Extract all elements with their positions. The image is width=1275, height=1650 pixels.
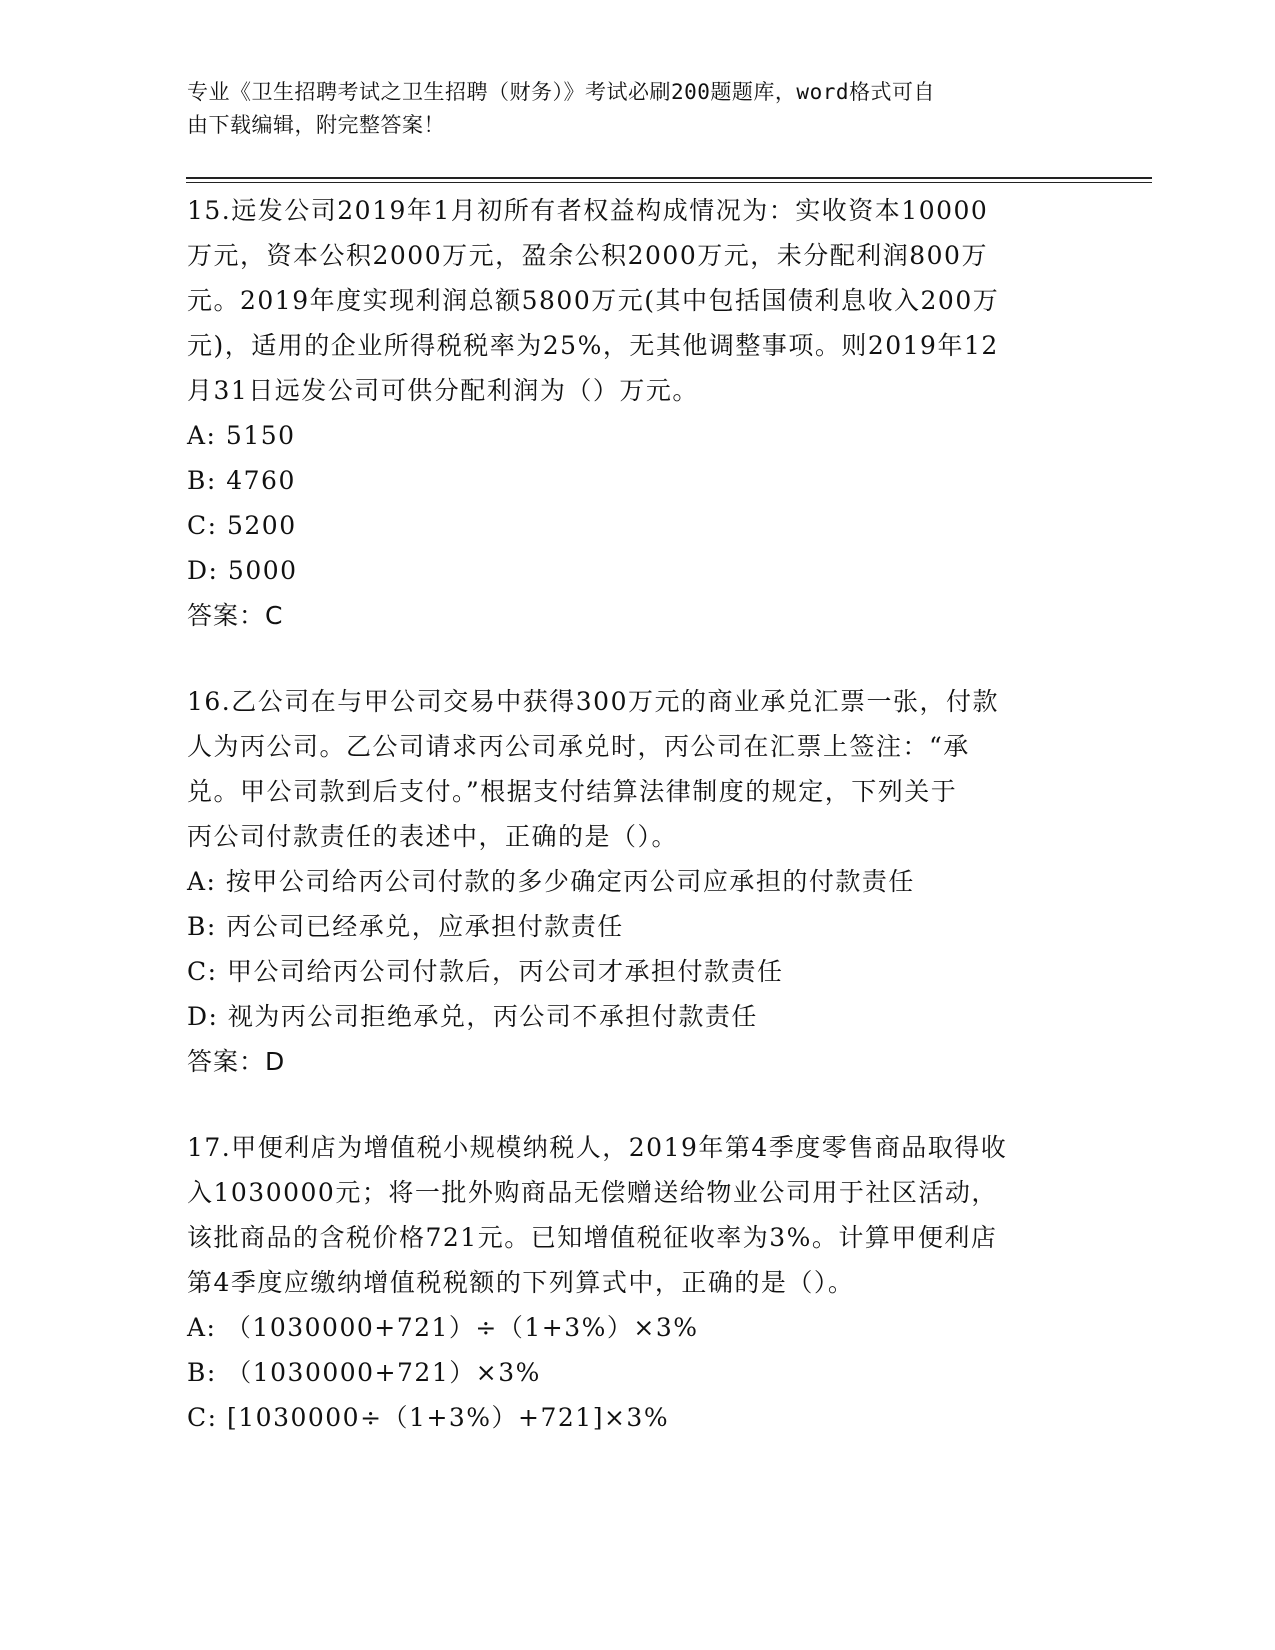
- question-stem-line: 第4季度应缴纳增值税税额的下列算式中，正确的是（）。: [187, 1268, 855, 1297]
- question-stem-line: 万元，资本公积2000万元，盈余公积2000万元，未分配利润800万: [187, 241, 988, 270]
- document-header: [187, 76, 1067, 142]
- question-16: [187, 679, 1077, 1084]
- question-stem-line: 15.远发公司2019年1月初所有者权益构成情况为：实收资本10000: [187, 196, 989, 225]
- option-b: B: 丙公司已经承兑，应承担付款责任: [187, 912, 624, 941]
- option-d: D: 视为丙公司拒绝承兑，丙公司不承担付款责任: [187, 1002, 758, 1031]
- option-c: C: [1030000÷（1+3%）+721]×3%: [187, 1403, 670, 1432]
- header-divider-thick: [186, 177, 1152, 179]
- question-list: [187, 188, 1077, 1481]
- question-stem-line: 兑。甲公司款到后支付。”根据支付结算法律制度的规定，下列关于: [187, 777, 958, 806]
- question-17: [187, 1125, 1077, 1440]
- header-line: 由下载编辑，附完整答案！: [187, 113, 445, 137]
- option-b: B: （1030000+721）×3%: [187, 1358, 541, 1387]
- question-stem-line: 元。2019年度实现利润总额5800万元(其中包括国债利息收入200万: [187, 286, 1000, 315]
- question-stem-line: 丙公司付款责任的表述中，正确的是（）。: [187, 822, 679, 851]
- answer-label: 答案：C: [187, 601, 284, 630]
- question-15: [187, 188, 1077, 638]
- question-stem-line: 16.乙公司在与甲公司交易中获得300万元的商业承兑汇票一张，付款: [187, 687, 999, 716]
- question-stem-line: 入1030000元；将一批外购商品无偿赠送给物业公司用于社区活动，: [187, 1178, 998, 1207]
- option-c: C: 甲公司给丙公司付款后，丙公司才承担付款责任: [187, 957, 784, 986]
- option-c: C: 5200: [187, 511, 297, 540]
- question-stem-line: 17.甲便利店为增值税小规模纳税人，2019年第4季度零售商品取得收: [187, 1133, 1008, 1162]
- question-stem-line: 元)，适用的企业所得税税率为25%，无其他调整事项。则2019年12: [187, 331, 999, 360]
- question-stem-line: 月31日远发公司可供分配利润为（）万元。: [187, 376, 699, 405]
- question-stem-line: 该批商品的含税价格721元。已知增值税征收率为3%。计算甲便利店: [187, 1223, 998, 1252]
- question-stem-line: 人为丙公司。乙公司请求丙公司承兑时，丙公司在汇票上签注：“承: [187, 732, 970, 761]
- option-a: A: 5150: [187, 421, 296, 450]
- option-a: A: （1030000+721）÷（1+3%）×3%: [187, 1313, 699, 1342]
- header-divider-thin: [186, 182, 1152, 183]
- option-b: B: 4760: [187, 466, 296, 495]
- answer-label: 答案：D: [187, 1047, 286, 1076]
- option-a: A: 按甲公司给丙公司付款的多少确定丙公司应承担的付款责任: [187, 867, 915, 896]
- header-line: 专业《卫生招聘考试之卫生招聘（财务）》考试必刷200题题库，word格式可自: [187, 80, 935, 104]
- option-d: D: 5000: [187, 556, 298, 585]
